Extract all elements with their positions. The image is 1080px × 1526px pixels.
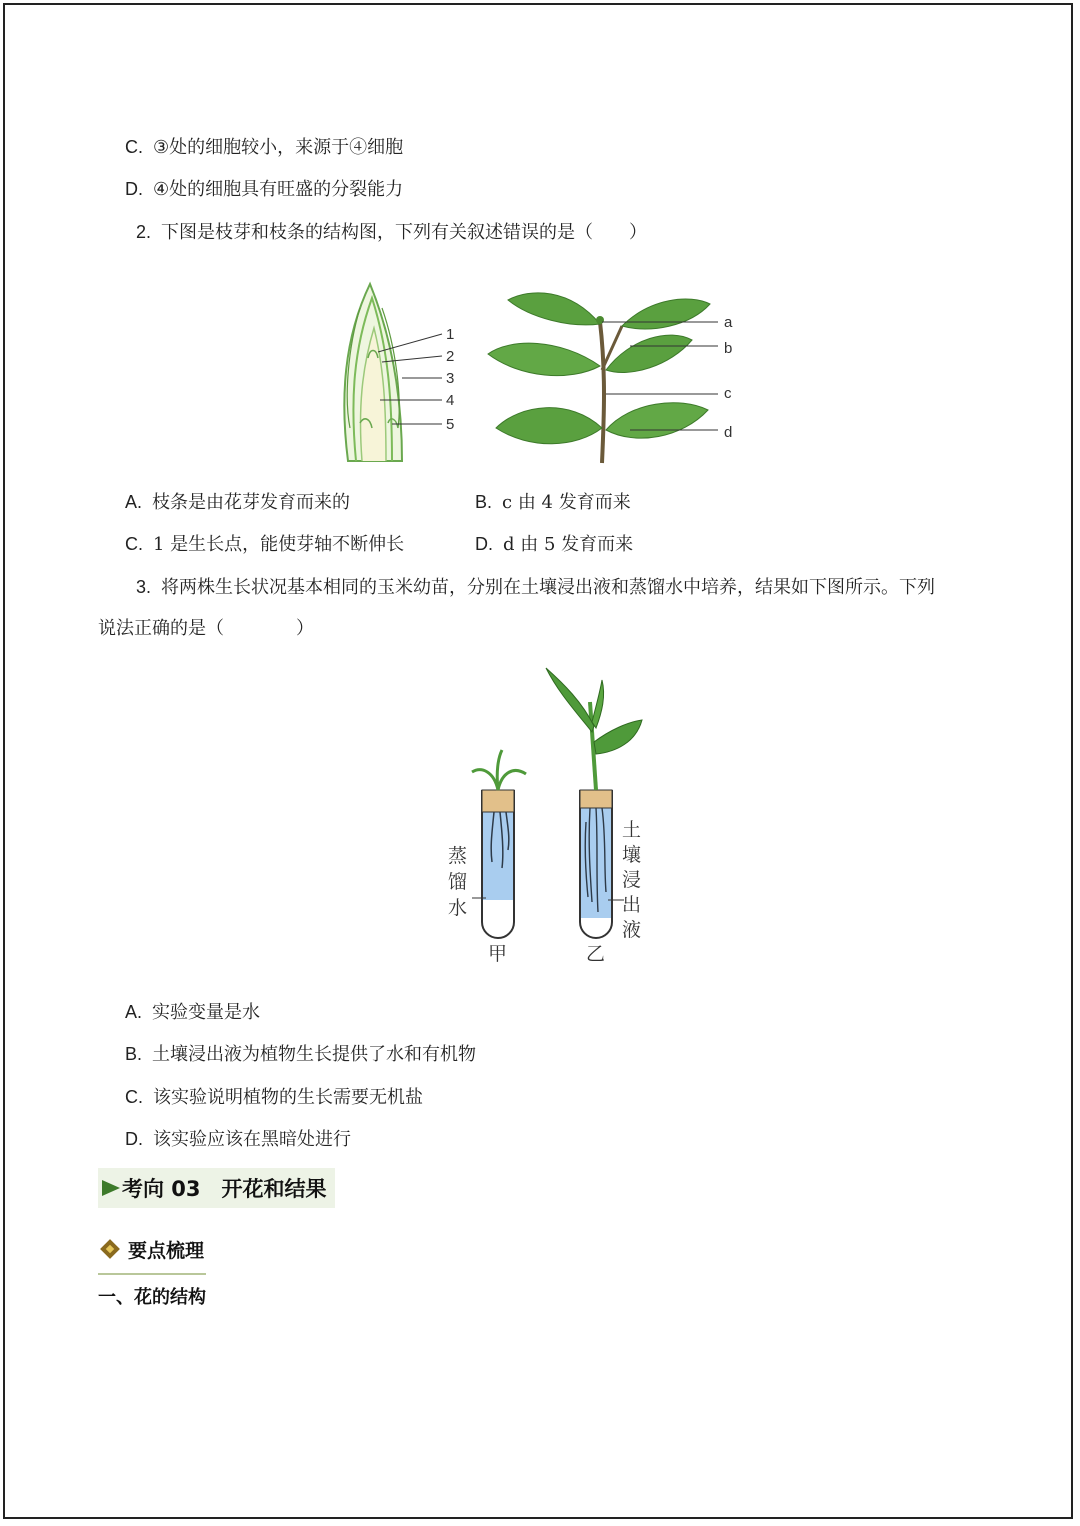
left-liquid-char-3: 水	[448, 897, 468, 919]
right-tube-label: 乙	[586, 943, 606, 965]
option-text: 枝条是由花芽发育而来的	[152, 492, 351, 513]
branch-label-d: d	[724, 424, 733, 441]
option-text: 土壤浸出液为植物生长提供了水和有机物	[152, 1044, 477, 1065]
diamond-icon	[98, 1238, 124, 1262]
option-letter: A.	[125, 1002, 143, 1022]
option-letter: C.	[125, 534, 143, 554]
bud-label-2: 2	[446, 348, 455, 365]
right-liquid-char-4: 出	[622, 894, 642, 916]
option-letter: C.	[125, 137, 143, 157]
q3-option-b	[125, 1042, 476, 1067]
subheading-flower-structure: 一、花的结构	[98, 1287, 206, 1308]
q1-option-d	[125, 177, 403, 202]
q2-option-a	[125, 490, 350, 515]
test-tube-figure	[440, 662, 660, 972]
left-liquid-char-1: 蒸	[448, 845, 468, 867]
option-letter: D.	[125, 1129, 143, 1149]
key-points-underline	[98, 1273, 206, 1275]
q3-option-c	[125, 1085, 423, 1110]
bud-label-5: 5	[446, 416, 455, 433]
section-title: 考向 03 开花和结果	[122, 1177, 327, 1201]
q3-option-d	[125, 1127, 351, 1152]
bud-branch-figure	[330, 278, 750, 473]
question-text: 下图是枝芽和枝条的结构图，下列有关叙述错误的是（ ）	[161, 222, 648, 243]
key-points-title: 要点梳理	[128, 1240, 205, 1262]
option-text: 1 是生长点，能使芽轴不断伸长	[153, 534, 405, 555]
option-letter: D.	[475, 534, 493, 554]
option-text: 该实验应该在黑暗处进行	[153, 1129, 351, 1150]
right-liquid-char-2: 壤	[622, 844, 642, 866]
option-text: 实验变量是水	[152, 1002, 261, 1023]
option-letter: B.	[475, 492, 493, 512]
option-text: c 由 4 发育而来	[502, 492, 631, 513]
key-points-heading	[98, 1236, 204, 1263]
q1-option-c	[125, 135, 403, 160]
option-letter: A.	[125, 492, 143, 512]
section-heading	[98, 1168, 335, 1208]
question-number: 2.	[136, 222, 152, 242]
bud-section-illustration	[344, 284, 402, 461]
bud-label-3: 3	[446, 370, 455, 387]
right-liquid-char-1: 土	[622, 819, 642, 841]
play-arrow-icon	[100, 1178, 122, 1198]
right-liquid-char-5: 液	[622, 919, 642, 941]
option-letter: B.	[125, 1044, 143, 1064]
right-liquid-char-3: 浸	[622, 869, 642, 891]
q2-stem	[136, 220, 647, 245]
option-text: ③处的细胞较小，来源于④细胞	[153, 137, 404, 158]
q2-option-c	[125, 532, 404, 557]
option-text: 该实验说明植物的生长需要无机盐	[153, 1087, 423, 1108]
option-text: d 由 5 发育而来	[503, 534, 634, 555]
branch-label-b: b	[724, 340, 733, 357]
left-liquid-char-2: 馏	[448, 871, 468, 893]
branch-label-c: c	[724, 385, 732, 402]
left-tube-label: 甲	[488, 943, 508, 965]
q2-option-d	[475, 532, 633, 557]
branch-illustration	[488, 293, 710, 463]
option-letter: D.	[125, 179, 143, 199]
q2-option-b	[475, 490, 631, 515]
option-letter: C.	[125, 1087, 143, 1107]
option-text: ④处的细胞具有旺盛的分裂能力	[153, 179, 404, 200]
q3-option-a	[125, 1000, 260, 1025]
bud-label-4: 4	[446, 392, 455, 409]
q3-stem-line1	[136, 575, 935, 600]
section-heading-bar	[98, 1168, 335, 1208]
bud-label-1: 1	[446, 326, 455, 343]
question-number: 3.	[136, 577, 152, 597]
branch-label-a: a	[724, 314, 733, 331]
left-tube	[472, 750, 526, 938]
question-text: 将两株生长状况基本相同的玉米幼苗，分别在土壤浸出液和蒸馏水中培养，结果如下图所示。下列	[161, 577, 936, 598]
q3-stem-line2: 说法正确的是（ ）	[98, 618, 314, 639]
